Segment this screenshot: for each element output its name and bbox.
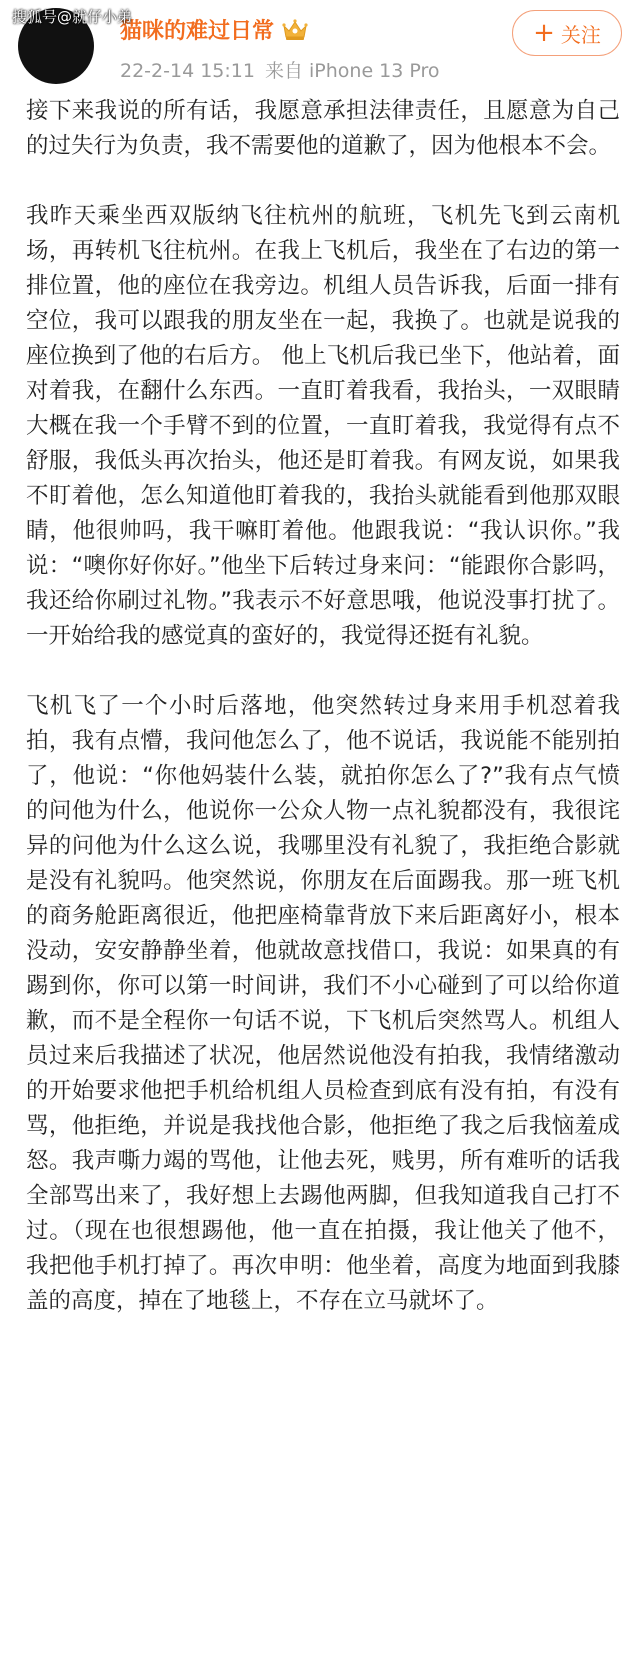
username-row [120,14,308,45]
post-paragraph: 飞机飞了一个小时后落地，他突然转过身来用手机怼着我拍，我有点懵，我问他怎么了，他不说话，我说能不能别拍了，他说：“你他妈装什么装，就拍你怎么了?”我有点气愤的问他为什么，他说你一公众人物一点礼貌都没有，我很诧异的问他为什么这么说，我哪里没有礼貌了，我拒绝合影就是没有礼貌吗。他突然说，你朋友在后面踢我。那一班飞机的商务舱距离很近，他把座椅靠背放下来后距离好小，根本没动，安安静静坐着，他就故意找借口，我说：如果真的有踢到你，你可以第一时间讲，我们不小心碰到了可以给你道歉，而不是全程你一句话不说，下飞机后突然骂人。机组人员过来后我描述了状况，他居然说他没有拍我，我情绪激动的开始要求他把手机给机组人员检查到底有没有拍，有没有骂，他拒绝，并说是我找他合影，他拒绝了我之后我恼羞成怒。我声嘶力竭的骂他，让他去死，贱男，所有难听的话我全部骂出来了，我好想上去踢他两脚，但我知道我自己打不过。（现在也很想踢他，他一直在拍摄，我让他关了他不，我把他手机打掉了。再次申明：他坐着，高度为地面到我膝盖的高度，掉在了地毯上，不存在立马就坏了。 [26,693,620,1314]
post-paragraph: 接下来我说的所有话，我愿意承担法律责任，且愿意为自己的过失行为负责，我不需要他的道歉了，因为他根本不会。 [26,98,620,159]
post-content [26,94,620,1319]
post-date: 22-2-14 15:11 [120,60,255,82]
follow-label: 关注 [560,22,601,47]
post-paragraph: 我昨天乘坐西双版纳飞往杭州的航班，飞机先飞到云南机场，再转机飞往杭州。在我上飞机后，我坐在了右边的第一排位置，他的座位在我旁边。机组人员告诉我，后面一排有空位，我可以跟我的朋友坐在一起，我换了。也就是说我的座位换到了他的右后方。 他上飞机后我已坐下，他站着，面对着我，在翻什么东西。一直盯着我看，我抬头，一双眼睛大概在我一个手臂不到的位置，一直盯着我，我觉得有点不舒服，我低头再次抬头，他还是盯着我。有网友说，如果我不盯着他，怎么知道他盯着我的，我抬头就能看到他那双眼睛，他很帅吗，我干嘛盯着他。他跟我说：“我认识你。”我说：“噢你好你好。”他坐下后转过身来问：“能跟你合影吗，我还给你刷过礼物。”我表示不好意思哦，他说没事打扰了。一开始给我的感觉真的蛮好的，我觉得还挺有礼貌。 [26,203,620,649]
crown-icon [282,18,308,42]
plus-icon: + [533,18,555,48]
username[interactable]: 猫咪的难过日常 [120,19,275,44]
post-meta [120,56,440,83]
post-source: 来自 iPhone 13 Pro [264,60,440,82]
watermark: 搜狐号@就仔小弟 [12,8,133,26]
follow-button[interactable] [512,10,622,56]
